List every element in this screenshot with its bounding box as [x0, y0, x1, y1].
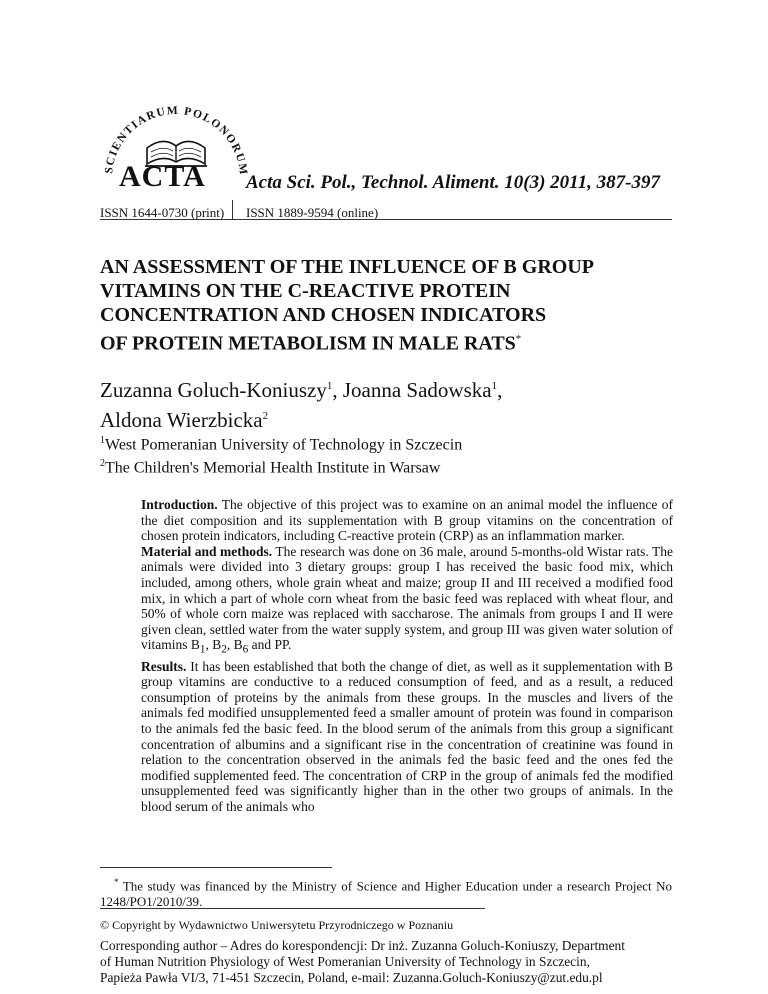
- author-list: Zuzanna Goluch-Koniuszy$^1$, Joanna Sadowska$^1$, Aldona Wierzbicka$^2$: [100, 378, 503, 432]
- paper-title: [100, 255, 660, 356]
- author-name: Joanna Sadowska: [342, 378, 492, 402]
- author-name: Zuzanna Goluch-Koniuszy: [100, 378, 327, 402]
- header-divider-vertical: [232, 200, 233, 220]
- corresponding-author: [100, 938, 672, 986]
- section-label: Introduction.: [141, 497, 218, 512]
- issn-online: ISSN 1889-9594 (online): [246, 205, 379, 220]
- copyright-divider: [100, 908, 485, 909]
- footnote-divider: [100, 867, 332, 868]
- affiliations: [100, 431, 462, 478]
- affiliation: $^2$The Children's Memorial Health Institute in Warsaw: [100, 458, 441, 477]
- corresponding-line: Corresponding author – Adres do korespondencji: Dr inż. Zuzanna Goluch-Koniuszy, Department: [100, 938, 625, 953]
- footnote-mark: *: [114, 877, 119, 887]
- abstract-results: Results. It has been established that both the change of diet, as well as it supplementation with B group vitamins are conductive to a reduced consumption of feed, and as a result, a reduced consumption of proteins by the animals from these groups. In the muscles and livers of the animals fed modified unsupplemented feed a smaller amount of protein was found in comparison to the animals fed the basic feed. In the blood serum of the animals from this group a significant concentration of albumins and a significant rise in the concentration of creatinine was found in relation to the concentration observed in the animals fed the basic feed and the ones fed the modified supplemented feed. The concentration of CRP in the group of animals fed the modified unsupplemented feed was significantly higher than in the other two groups of animals. In the blood serum of the animals who: [141, 658, 673, 814]
- title-line: OF PROTEIN METABOLISM IN MALE RATS*: [100, 332, 522, 355]
- abstract-introduction: Introduction. The objective of this project was to examine on an animal model the influence of the diet composition and its supplementation with B group vitamins on the concentration of chosen protein indicators, including C-reactive protein (CRP) as an inflammation marker.: [141, 497, 673, 544]
- abstract: [141, 497, 673, 815]
- author-affil-mark: 1: [326, 380, 333, 392]
- journal-logo: [100, 100, 260, 200]
- header-divider: [100, 219, 672, 220]
- logo-word: ACTA: [119, 160, 206, 193]
- author-name: Aldona Wierzbicka: [100, 408, 263, 432]
- title-line: AN ASSESSMENT OF THE INFLUENCE OF B GROUP: [100, 256, 594, 278]
- abstract-methods: Material and methods. The research was done on 36 male, around 5-months-old Wistar rats. The animals were divided into 3 dietary groups: group I has received the basic food mix, which included, among others, whole grain wheat and maize; group II and III received a modified food mix, in which a part of whole corn wheat from the basic feed was replaced with wheat flour, and 50% of whole corn maize was replaced with saccharose. The animals from groups I and II were given clean, settled water from the water supply system, and group III was given water solution of vitamins $B_1$, $B_2$, $B_6$ and PP.: [141, 543, 673, 657]
- corresponding-line: Papieża Pawła VI/3, 71-451 Szczecin, Poland, e-mail: Zuzanna.Goluch-Koniuszy@zut.edu.pl: [100, 970, 603, 985]
- author-affil-mark: 1: [491, 380, 498, 392]
- section-label: Material and methods.: [141, 543, 273, 559]
- section-label: Results.: [141, 658, 187, 674]
- footnote: * The study was financed by the Ministry of Science and Higher Education under a research Project No 1248/PO1/2010/39.: [100, 877, 672, 910]
- issn-print: ISSN 1644-0730 (print): [100, 205, 225, 220]
- title-line: VITAMINS ON THE C-REACTIVE PROTEIN: [100, 280, 511, 302]
- corresponding-line: of Human Nutrition Physiology of West Pomeranian University of Technology in Szczecin,: [100, 954, 590, 969]
- title-footnote-mark: *: [515, 333, 522, 345]
- author-affil-mark: 2: [262, 410, 269, 422]
- copyright-notice: © Copyright by Wydawnictwo Uniwersytetu Przyrodniczego w Poznaniu: [100, 918, 454, 932]
- title-line: CONCENTRATION AND CHOSEN INDICATORS: [100, 304, 547, 326]
- journal-citation: Acta Sci. Pol., Technol. Aliment. 10(3) 2011, 387-397: [246, 172, 660, 193]
- affiliation: $^1$West Pomeranian University of Technology in Szczecin: [100, 435, 463, 454]
- logo-arc-text: SCIENTIARUM POLONORUM: [103, 104, 250, 177]
